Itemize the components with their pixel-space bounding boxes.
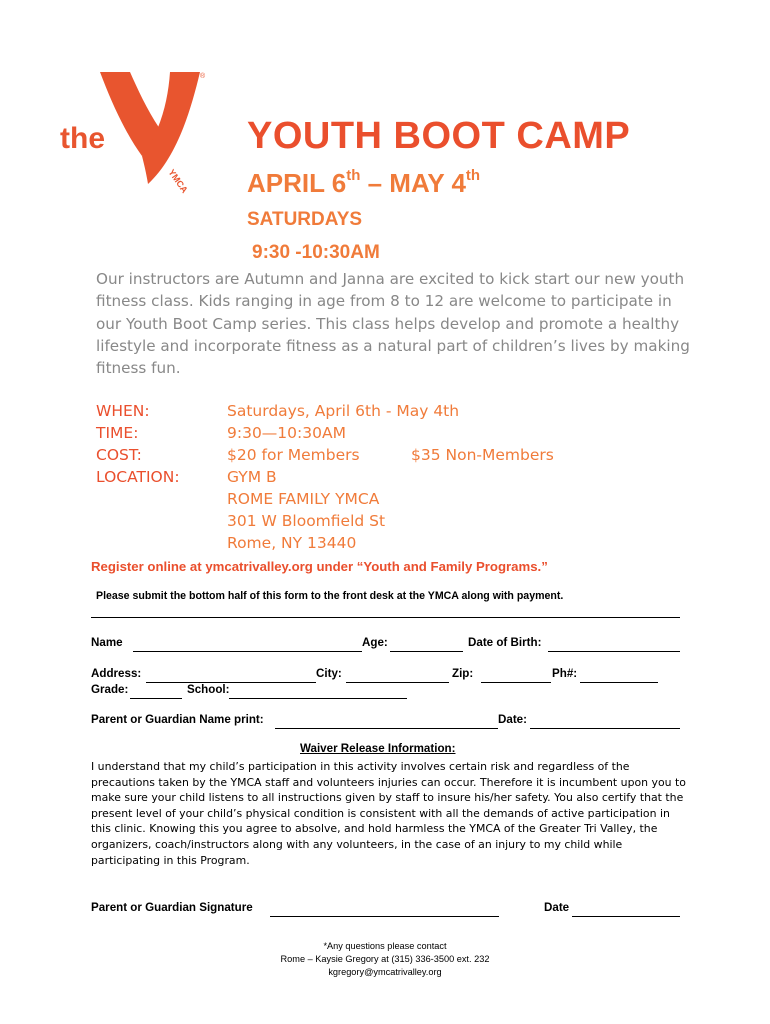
- phone-label: Ph#:: [552, 667, 578, 680]
- school-field[interactable]: [229, 697, 407, 699]
- logo-word: the: [60, 122, 105, 155]
- date-start-suffix: th: [346, 167, 361, 185]
- date-label: Date:: [498, 713, 527, 726]
- waiver-title: Waiver Release Information:: [300, 742, 456, 755]
- when-label: WHEN:: [96, 402, 150, 420]
- zip-label: Zip:: [452, 667, 474, 680]
- grade-field[interactable]: [130, 697, 182, 699]
- contact-email[interactable]: kgregory@ymcatrivalley.org: [328, 967, 442, 977]
- zip-field[interactable]: [481, 681, 551, 683]
- date-end-suffix: th: [465, 167, 481, 185]
- school-label: School:: [187, 683, 230, 696]
- when-value: Saturdays, April 6th - May 4th: [227, 402, 460, 420]
- time-value: 9:30—10:30AM: [227, 424, 346, 442]
- name-field[interactable]: [133, 650, 362, 652]
- phone-field[interactable]: [580, 681, 658, 683]
- contact-line: Rome – Kaysie Gregory at (315) 336-3500 ext. 232: [280, 954, 490, 964]
- ymca-y-logo-icon: [52, 60, 222, 200]
- ymca-logo: [52, 60, 222, 200]
- date-start: APRIL 6: [247, 168, 347, 198]
- grade-label: Grade:: [91, 683, 129, 696]
- cost-label: COST:: [96, 446, 142, 464]
- parent-name-label: Parent or Guardian Name print:: [91, 713, 264, 726]
- contact-line: *Any questions please contact: [323, 941, 447, 951]
- city-label: City:: [316, 667, 342, 680]
- waiver-text: I understand that my child’s participation in this activity involves certain risk and regardless of the precautions taken by the YMCA staff and volunteers injuries can occur. Therefore it is incumbent upon you to make sure your child listens to all instructions given by staff to insure his/her safety. You also certify that the present level of your child’s physical condition is consistent with all the demands of active participation in this clinic. Knowing this you agree to absolve, and hold harmless the YMCA of the Greater Tri Valley, the organizers, coach/instructors along with any volunteers, in the case of an injury to my child while participating in this Program.: [91, 760, 686, 867]
- age-label: Age:: [362, 636, 388, 649]
- submit-note: Please submit the bottom half of this form to the front desk at the YMCA along with payment.: [96, 590, 564, 602]
- location-line: GYM B: [227, 468, 277, 486]
- cost-members: $20 for Members: [227, 446, 360, 464]
- page-title: YOUTH BOOT CAMP: [247, 115, 631, 157]
- date-end: – MAY 4: [360, 168, 466, 198]
- address-label: Address:: [91, 667, 142, 680]
- location-line: 301 W Bloomfield St: [227, 512, 386, 530]
- location-line: ROME FAMILY YMCA: [227, 490, 380, 508]
- contact-info: [0, 940, 770, 979]
- days-heading: SATURDAYS: [247, 209, 363, 230]
- intro-paragraph: Our instructors are Autumn and Janna are excited to kick start our new youth fitness class. Kids ranging in age from 8 to 12 are welcome to participate in our Youth Boot Camp series. This class helps develop and promote a healthy lifestyle and incorporate fitness as a natural part of children’s lives by making fitness fun.: [96, 270, 690, 378]
- time-heading: 9:30 -10:30AM: [252, 242, 380, 263]
- logo-trademark: ®: [200, 73, 206, 80]
- parent-name-field[interactable]: [275, 727, 498, 729]
- location-line: Rome, NY 13440: [227, 534, 357, 552]
- signature-date-field[interactable]: [572, 915, 680, 917]
- name-label: Name: [91, 636, 123, 649]
- logo-letters: YMCA: [166, 167, 190, 195]
- date-field[interactable]: [530, 727, 680, 729]
- date-range: [247, 168, 480, 199]
- signature-field[interactable]: [270, 915, 499, 917]
- divider: [91, 617, 680, 618]
- city-field[interactable]: [346, 681, 449, 683]
- address-field[interactable]: [146, 681, 316, 683]
- cost-nonmembers: $35 Non-Members: [411, 446, 554, 464]
- signature-label: Parent or Guardian Signature: [91, 901, 253, 914]
- location-label: LOCATION:: [96, 468, 180, 486]
- register-instructions: Register online at ymcatrivalley.org under “Youth and Family Programs.”: [91, 559, 548, 574]
- dob-label: Date of Birth:: [468, 636, 542, 649]
- signature-date-label: Date: [544, 901, 570, 914]
- age-field[interactable]: [390, 650, 463, 652]
- time-label: TIME:: [96, 424, 139, 442]
- dob-field[interactable]: [548, 650, 680, 652]
